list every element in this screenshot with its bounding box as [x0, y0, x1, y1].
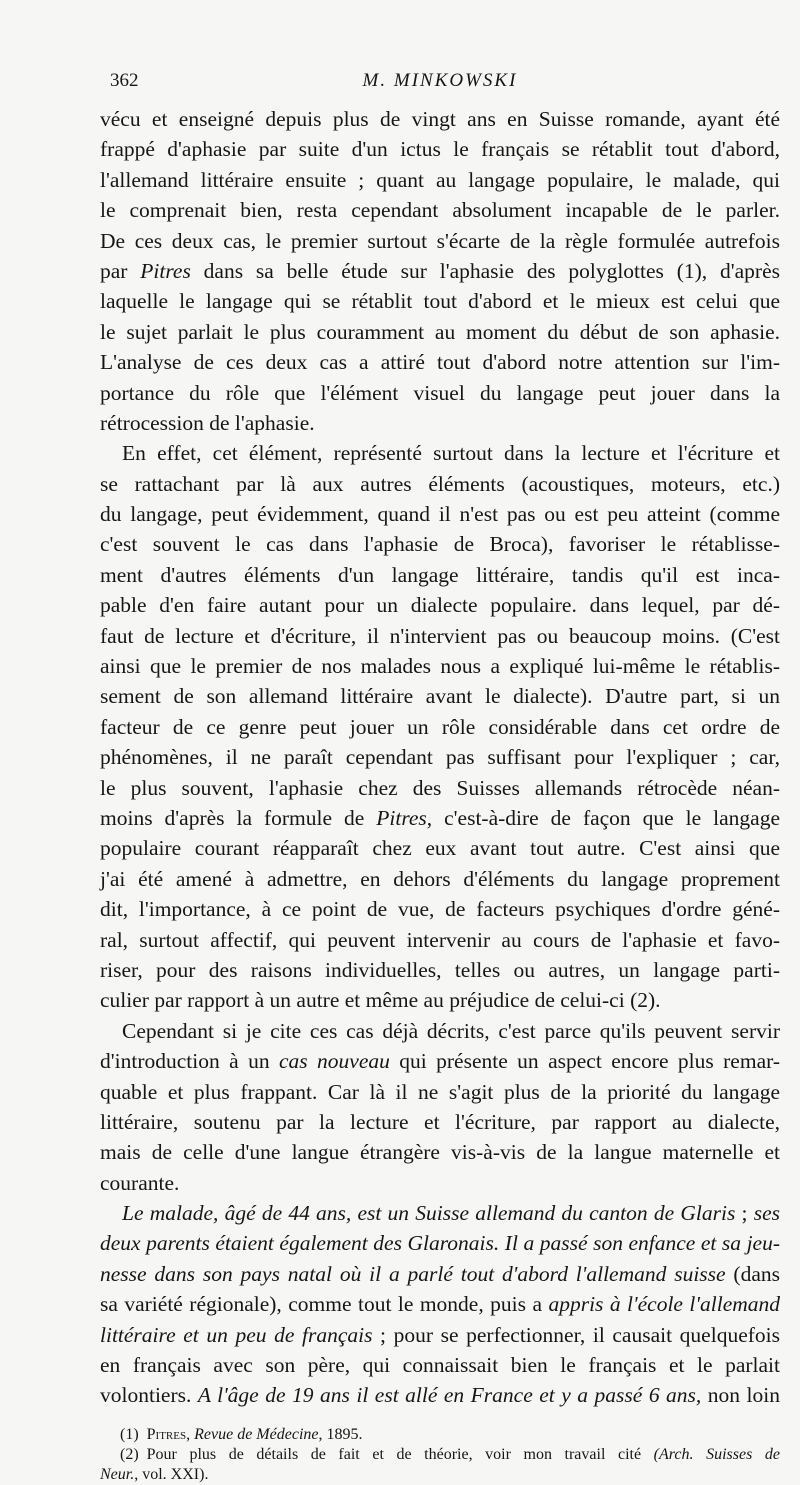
line-text: sa variété régionale), comme tout le monde, puis a: [100, 1292, 549, 1317]
text-line: mais de celle d'une langue étrangère vis-à-vis de la langue maternelle et: [100, 1140, 780, 1165]
text-line: populaire courant réapparaît chez eux avant tout autre. C'est ainsi que: [100, 836, 780, 861]
line-text: volontiers.: [100, 1383, 198, 1408]
footnote-text: , vol. XXI).: [134, 1465, 209, 1483]
text-line: le sujet parlait le plus couramment au moment du début de son aphasie.: [100, 319, 780, 344]
text-line: le comprenait bien, resta cependant absolument incapable de le parler.: [100, 198, 780, 223]
footnote-text: Pour plus de détails de fait et de théorie, voir mon travail cité: [146, 1445, 654, 1463]
line-text: d'introduction à un: [100, 1049, 279, 1074]
text-line: riser, pour des raisons individuelles, telles ou autres, un langage parti-: [100, 957, 780, 982]
text-line: Cependant si je cite ces cas déjà décrits, c'est parce qu'ils peuvent servir: [122, 1018, 780, 1043]
footnote-number: (2): [120, 1445, 139, 1463]
text-line: culier par rapport à un autre et même au préjudice de celui-ci (2).: [100, 988, 661, 1013]
line-text: ;: [735, 1201, 754, 1226]
line-text: non loin: [701, 1383, 780, 1408]
line-text: ; pour se perfectionner, il causait quelquefois: [372, 1322, 780, 1347]
text-line: phénomènes, il ne paraît cependant pas suffisant pour l'expliquer ; car,: [100, 745, 780, 770]
text-line: courante.: [100, 1170, 180, 1195]
text-line: quable et plus frappant. Car là il ne s'agit plus de la priorité du langage: [100, 1079, 780, 1104]
text-line: [100, 1380, 780, 1410]
emphasis-text: ses: [753, 1201, 780, 1226]
text-line: [100, 1198, 780, 1228]
emphasis-text: appris à l'école l'allemand: [548, 1292, 781, 1317]
footnote-reference: Neur.: [100, 1465, 135, 1483]
text-line: [100, 256, 780, 286]
text-line: pable d'en faire autant pour un dialecte populaire. dans lequel, par dé-: [100, 593, 780, 618]
text-line: portance du rôle que l'élément visuel du langage peut jouer dans la: [100, 380, 780, 405]
text-line: [100, 1046, 780, 1076]
text-line: L'analyse de ces deux cas a attiré tout d'abord notre attention sur l'im-: [100, 350, 780, 375]
text-line: dit, l'importance, à ce point de vue, de facteurs psychiques d'ordre géné-: [100, 897, 780, 922]
line-text: (dans: [725, 1261, 780, 1286]
text-line: ral, surtout affectif, qui peuvent intervenir au cours de l'aphasie et favo-: [100, 927, 780, 952]
footnote-author: Pitres: [146, 1425, 187, 1443]
text-line: frappé d'aphasie par suite d'un ictus le français se rétablit tout d'abord,: [100, 137, 780, 162]
footnote-text: ,: [186, 1425, 195, 1443]
footnote: [100, 1425, 780, 1445]
text-line: [100, 1289, 780, 1319]
line-text: par: [100, 258, 141, 283]
text-line: faut de lecture et d'écriture, il n'intervient pas ou beaucoup moins. (C'est: [100, 623, 780, 648]
text-line: En effet, cet élément, représenté surtout dans la lecture et l'écriture et: [122, 441, 780, 466]
emphasis-text: littéraire et un peu de français: [100, 1322, 373, 1347]
footnote: [100, 1445, 780, 1465]
emphasis-text: A l'âge de 19 ans il est allé en France et y a passé 6 ans,: [197, 1383, 702, 1408]
text-line: ment d'autres éléments d'un langage littéraire, tandis qu'il est inca-: [100, 562, 780, 587]
line-text: , c'est-à-dire de façon que le langage: [426, 805, 780, 830]
footnotes: [100, 1425, 780, 1485]
text-line: vécu et enseigné depuis plus de vingt ans en Suisse romande, ayant été: [100, 107, 780, 131]
text-line: le plus souvent, l'aphasie chez des Suisses allemands rétrocède néan-: [100, 775, 780, 800]
text-line: en français avec son père, qui connaissait bien le français et le parlait: [100, 1353, 780, 1378]
author-name: Pitres: [140, 258, 191, 283]
page-number: 362: [110, 70, 139, 91]
footnote-reference: (Arch. Suisses de: [653, 1445, 781, 1463]
body-text: [100, 104, 780, 1411]
text-line: De ces deux cas, le premier surtout s'écarte de la règle formulée autrefois: [100, 228, 780, 253]
page: [100, 70, 780, 1485]
line-text: moins d'après la formule de: [100, 805, 377, 830]
text-line: [100, 803, 780, 833]
page-header: [100, 70, 780, 100]
text-line: littéraire, soutenu par la lecture et l'écriture, par rapport au dialecte,: [100, 1109, 780, 1134]
emphasis-text: Le malade, âgé de 44 ans, est un Suisse allemand du canton de Glaris: [122, 1201, 736, 1226]
author-name: Pitres: [376, 805, 427, 830]
text-line: du langage, peut évidemment, quand il n'est pas ou est peu atteint (comme: [100, 502, 780, 527]
line-text: dans sa belle étude sur l'aphasie des polyglottes (1), d'après: [190, 258, 780, 283]
text-line: l'allemand littéraire ensuite ; quant au langage populaire, le malade, qui: [100, 167, 780, 192]
text-line: sement de son allemand littéraire avant le dialecte). D'autre part, si un: [100, 684, 780, 709]
footnote-continuation: [100, 1465, 780, 1485]
footnote-separator: [100, 1411, 780, 1421]
text-line: facteur de ce genre peut jouer un rôle considérable dans cet ordre de: [100, 714, 780, 739]
footnote-number: (1): [120, 1425, 139, 1443]
line-text: qui présente un aspect encore plus remar-: [389, 1049, 780, 1074]
footnote-journal: Revue de Médecine: [194, 1425, 319, 1443]
text-line: se rattachant par là aux autres éléments (acoustiques, moteurs, etc.): [100, 471, 780, 496]
text-line: [100, 1259, 780, 1289]
emphasis-text: cas nouveau: [278, 1049, 390, 1074]
text-line: [100, 1320, 780, 1350]
text-line: rétrocession de l'aphasie.: [100, 410, 315, 435]
text-line: ainsi que le premier de nos malades nous a expliqué lui-même le rétablis-: [100, 654, 780, 679]
footnote-text: , 1895.: [318, 1425, 363, 1443]
running-head: M. MINKOWSKI: [362, 70, 518, 91]
text-line: j'ai été amené à admettre, en dehors d'éléments du langage proprement: [100, 866, 780, 891]
emphasis-text: nesse dans son pays natal où il a parlé tout d'abord l'allemand suisse: [100, 1261, 726, 1286]
text-line: laquelle le langage qui se rétablit tout d'abord et le mieux est celui que: [100, 289, 780, 314]
text-line: deux parents étaient également des Glaronais. Il a passé son enfance et sa jeu-: [100, 1231, 780, 1256]
text-line: c'est souvent le cas dans l'aphasie de Broca), favoriser le rétablisse-: [100, 532, 780, 557]
